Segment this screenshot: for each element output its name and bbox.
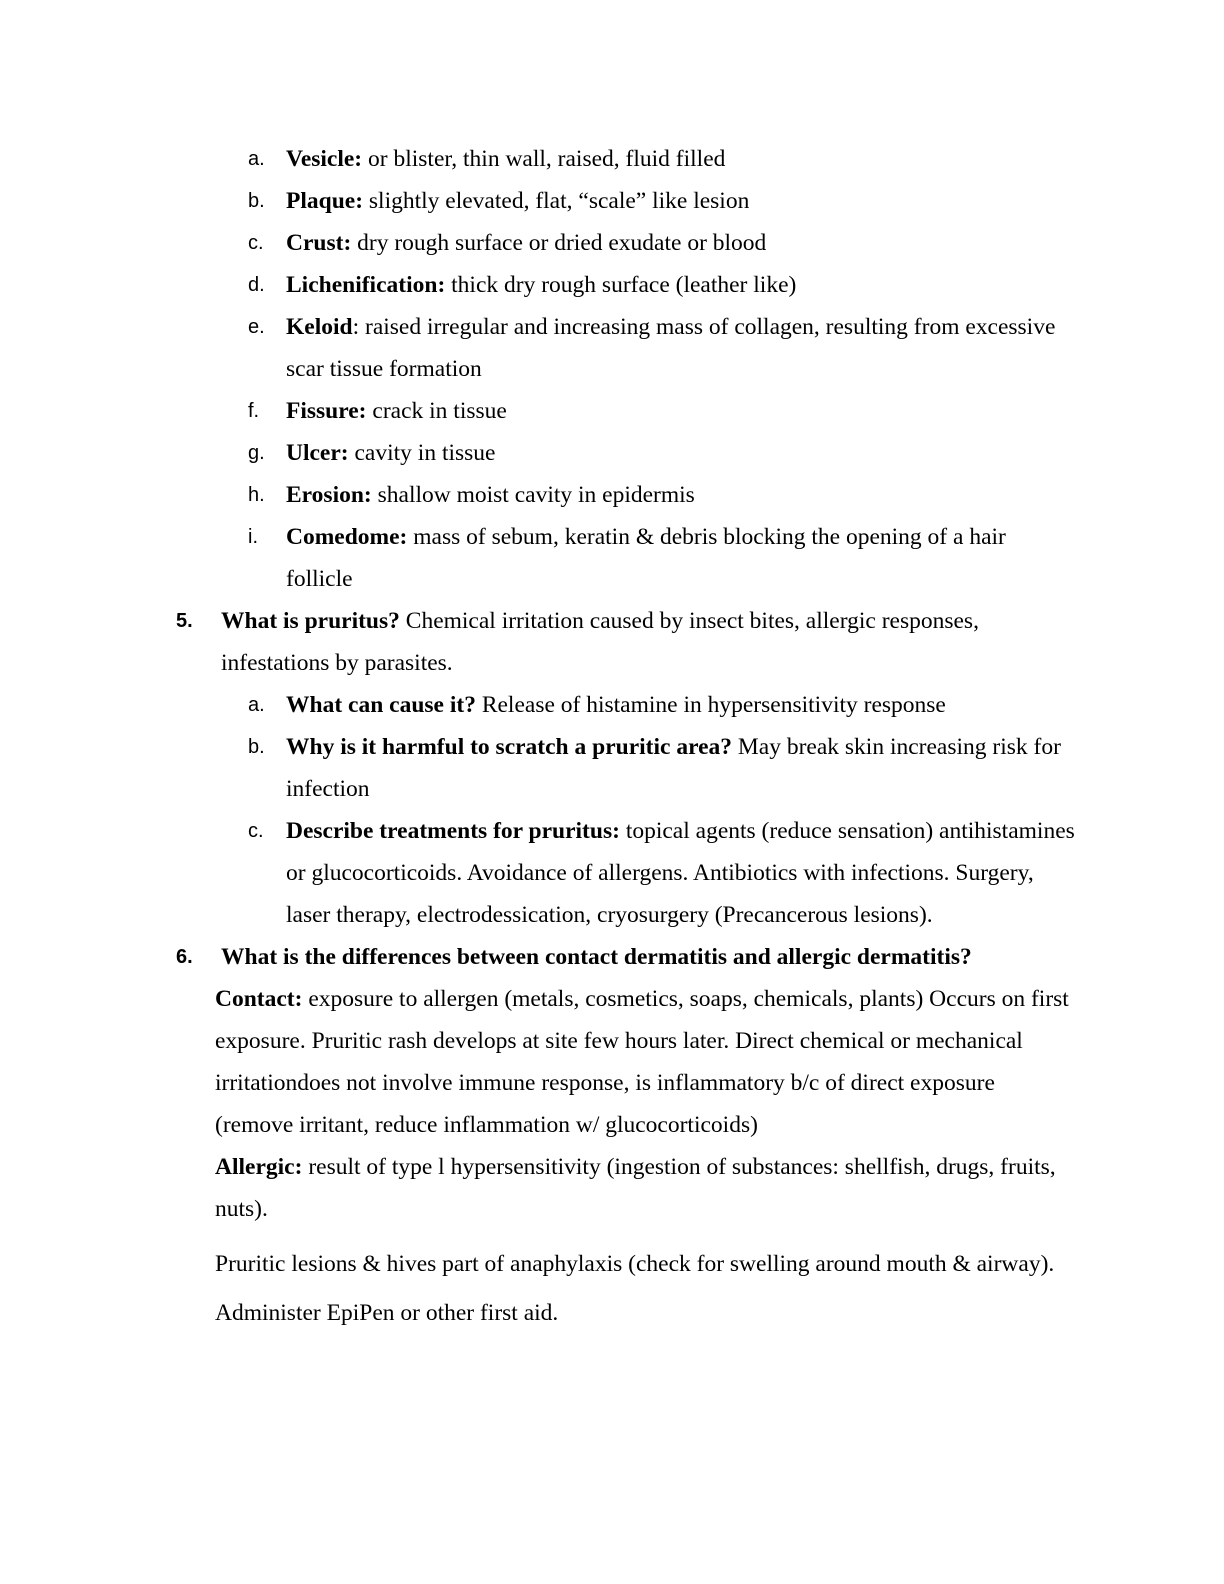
term: Vesicle:: [286, 146, 363, 172]
item-crust: [0, 222, 1076, 264]
term: Plaque:: [286, 188, 364, 214]
question-text: What can cause it?: [286, 692, 476, 718]
term: Erosion:: [286, 482, 372, 508]
item-fissure: [0, 390, 1076, 432]
list-marker: h.: [248, 484, 265, 506]
term: Lichenification:: [286, 272, 446, 298]
term: Keloid: [286, 314, 353, 340]
question-5a: [0, 684, 1076, 726]
anaphylaxis-note: Pruritic lesions & hives part of anaphylaxis (check for swelling around mouth & airway).: [215, 1251, 1055, 1277]
list-marker: e.: [248, 316, 265, 338]
definition: crack in tissue: [366, 398, 507, 424]
list-marker: b.: [248, 190, 265, 212]
item-comedome: [0, 516, 1076, 600]
term: Fissure:: [286, 398, 367, 424]
definition: mass of sebum, keratin & debris blocking the opening of a hair follicle: [286, 524, 1006, 592]
definition: thick dry rough surface (leather like): [445, 272, 797, 298]
definition: exposure to allergen (metals, cosmetics, soaps, chemicals, plants) Occurs on first exposure. Pruritic rash develops at site few hours later. Direct chemical or mechanical irritationdoes not involve immune response, is inflammatory b/c of direct exposure (remove irritant, reduce inflammation w/ glucocorticoids): [215, 986, 1069, 1138]
question-text: Why is it harmful to scratch a pruritic area?: [286, 734, 733, 760]
item-lichenification: [0, 264, 1076, 306]
item-erosion: [0, 474, 1076, 516]
question-6: [0, 936, 1076, 978]
document-content: [0, 138, 1076, 1334]
list-marker: c.: [248, 232, 264, 254]
definition: : raised irregular and increasing mass of collagen, resulting from excessive scar tissue formation: [286, 314, 1056, 382]
term: Ulcer:: [286, 440, 349, 466]
list-marker: 6.: [176, 946, 193, 968]
list-marker: a.: [248, 694, 265, 716]
term: Comedome:: [286, 524, 408, 550]
question-5: [0, 600, 1076, 684]
term: Allergic:: [215, 1154, 303, 1180]
list-marker: c.: [248, 820, 264, 842]
epipen-note: Administer EpiPen or other first aid.: [215, 1300, 559, 1326]
contact-paragraph: [0, 978, 1076, 1146]
list-marker: b.: [248, 736, 265, 758]
list-marker: g.: [248, 442, 265, 464]
definition: dry rough surface or dried exudate or blood: [351, 230, 767, 256]
list-marker: f.: [248, 400, 260, 422]
list-marker: a.: [248, 148, 265, 170]
item-vesicle: [0, 138, 1076, 180]
definition: cavity in tissue: [348, 440, 496, 466]
list-marker: i.: [248, 526, 258, 548]
answer-text: Release of histamine in hypersensitivity response: [475, 692, 946, 718]
term: Contact:: [215, 986, 303, 1012]
item-keloid: [0, 306, 1076, 390]
question-text: Describe treatments for pruritus:: [286, 818, 620, 844]
allergic-paragraph: [0, 1146, 1076, 1230]
question-text: What is the differences between contact dermatitis and allergic dermatitis?: [221, 944, 972, 970]
answer-text: Chemical irritation caused by insect bites, allergic responses, infestations by parasites.: [221, 608, 979, 676]
question-5b: [0, 726, 1076, 810]
definition: or blister, thin wall, raised, fluid filled: [362, 146, 726, 172]
item-ulcer: [0, 432, 1076, 474]
answer-text: topical agents (reduce sensation) antihistamines or glucocorticoids. Avoidance of allergens. Antibiotics with infections. Surgery, laser therapy, electrodessication, cryosurgery (Precancerous lesions).: [286, 818, 1075, 928]
item-plaque: [0, 180, 1076, 222]
term: Crust:: [286, 230, 352, 256]
definition: shallow moist cavity in epidermis: [371, 482, 695, 508]
question-text: What is pruritus?: [221, 608, 400, 634]
list-marker: d.: [248, 274, 265, 296]
definition: result of type l hypersensitivity (ingestion of substances: shellfish, drugs, fruits, nuts).: [215, 1154, 1056, 1222]
definition: slightly elevated, flat, “scale” like lesion: [363, 188, 750, 214]
question-5c: [0, 810, 1076, 936]
answer-text: May break skin increasing risk for infection: [286, 734, 1061, 802]
list-marker: 5.: [176, 610, 193, 632]
